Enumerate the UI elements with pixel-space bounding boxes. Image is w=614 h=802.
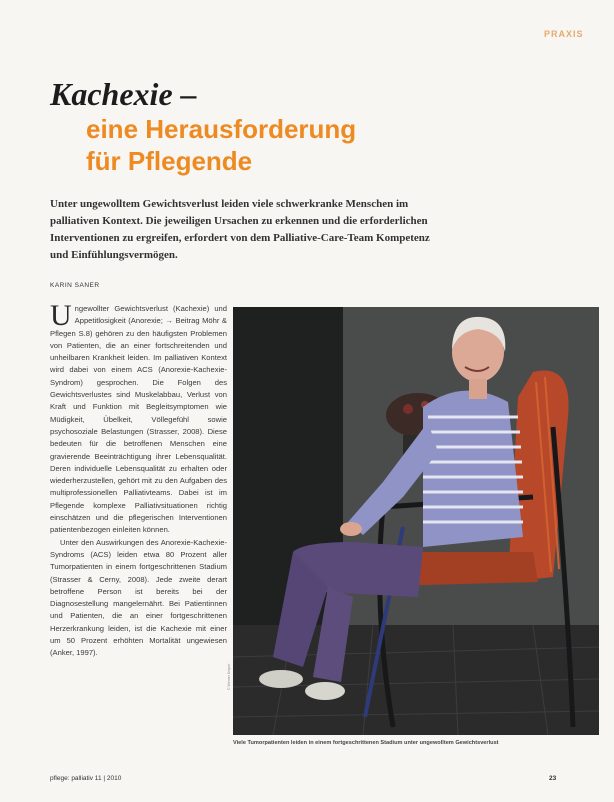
article-title: Kachexie – [50, 76, 197, 112]
journal-footer: pflege: palliativ 11 | 2010 [50, 775, 122, 782]
photo-caption: Viele Tumorpatienten leiden in einem fortgeschrittenen Stadium unter ungewolltem Gewichtsverlust [233, 740, 499, 746]
photo-illustration [233, 307, 599, 735]
photo-credit: © Werner Krüper [227, 663, 231, 690]
body-paragraph-2: Unter den Auswirkungen des Anorexie-Kachexie-Syndroms (ACS) leiden etwa 80 Prozent aller Tumorpatienten in einem fortgeschrittenen Stadium (Strasser & Cerny, 2008). Jede zweite derart betroffene Person ist bereits bei der Diagnosestellung mangelernährt. Bei Patientinnen und Patienten, die an einer fortgeschrittenen Herzerkrankung leiden, ist die Kachexie mit einer um 50 Prozent erhöhten Mortalität ungewiesen (Anker, 1997). [50, 537, 227, 658]
page-number: 23 [549, 775, 557, 782]
author-name: KARIN SANER [50, 282, 100, 289]
lead-paragraph: Unter ungewolltem Gewichtsverlust leiden viele schwerkranke Menschen im palliativen Kontext. Die jeweiligen Ursachen zu erkennen und die erforderlichen Interventionen zu ergreifen, erfordert von dem Palliative-Care-Team Kompetenz und Einfühlungsvermögen. [50, 198, 430, 261]
body-paragraph-1-text: ngewollter Gewichtsverlust (Kachexie) und Appetitlosigkeit (Anorexie; → Beitrag Möhr & Pflegen S.8) gehören zu den häufigsten Problemen von Patienten, die an einer fortschreitenden und unheilbaren Krankheit leiden. Im palliativen Kontext wird dabei von einem ACS (Anorexie-Kachexie-Syndrom) gesprochen. Die Folgen des Gewichtsverlustes sind Muskelabbau, Verlust von Kraft und Funktion mit Begleitsymptomen wie Müdigkeit, Übelkeit, Völlegefühl sowie psychosoziale Belastungen (Strasser, 2008). Diese bedeuten für die betroffenen Menschen eine gravierende Beeinträchtigung ihrer Lebensqualität. Deren individuelle Lebensqualität zu erhalten oder wiederherzustellen, gehört mit zu den Aufgaben des multiprofessionellen Palliativteams. Dabei ist im Pflegende komplexe Palliativsituationen richtig einschätzen und die pflegerischen Interventionen patientenbezogen einleiten können. [50, 304, 227, 535]
section-label: PRAXIS [544, 29, 584, 39]
drop-cap: U [50, 299, 72, 332]
body-column [50, 299, 227, 660]
article-photo [233, 307, 599, 735]
article-subtitle-line1: eine Herausforderung [86, 114, 357, 144]
article-subtitle-line2: für Pflegende [86, 146, 253, 176]
body-paragraph-1 [50, 299, 227, 537]
